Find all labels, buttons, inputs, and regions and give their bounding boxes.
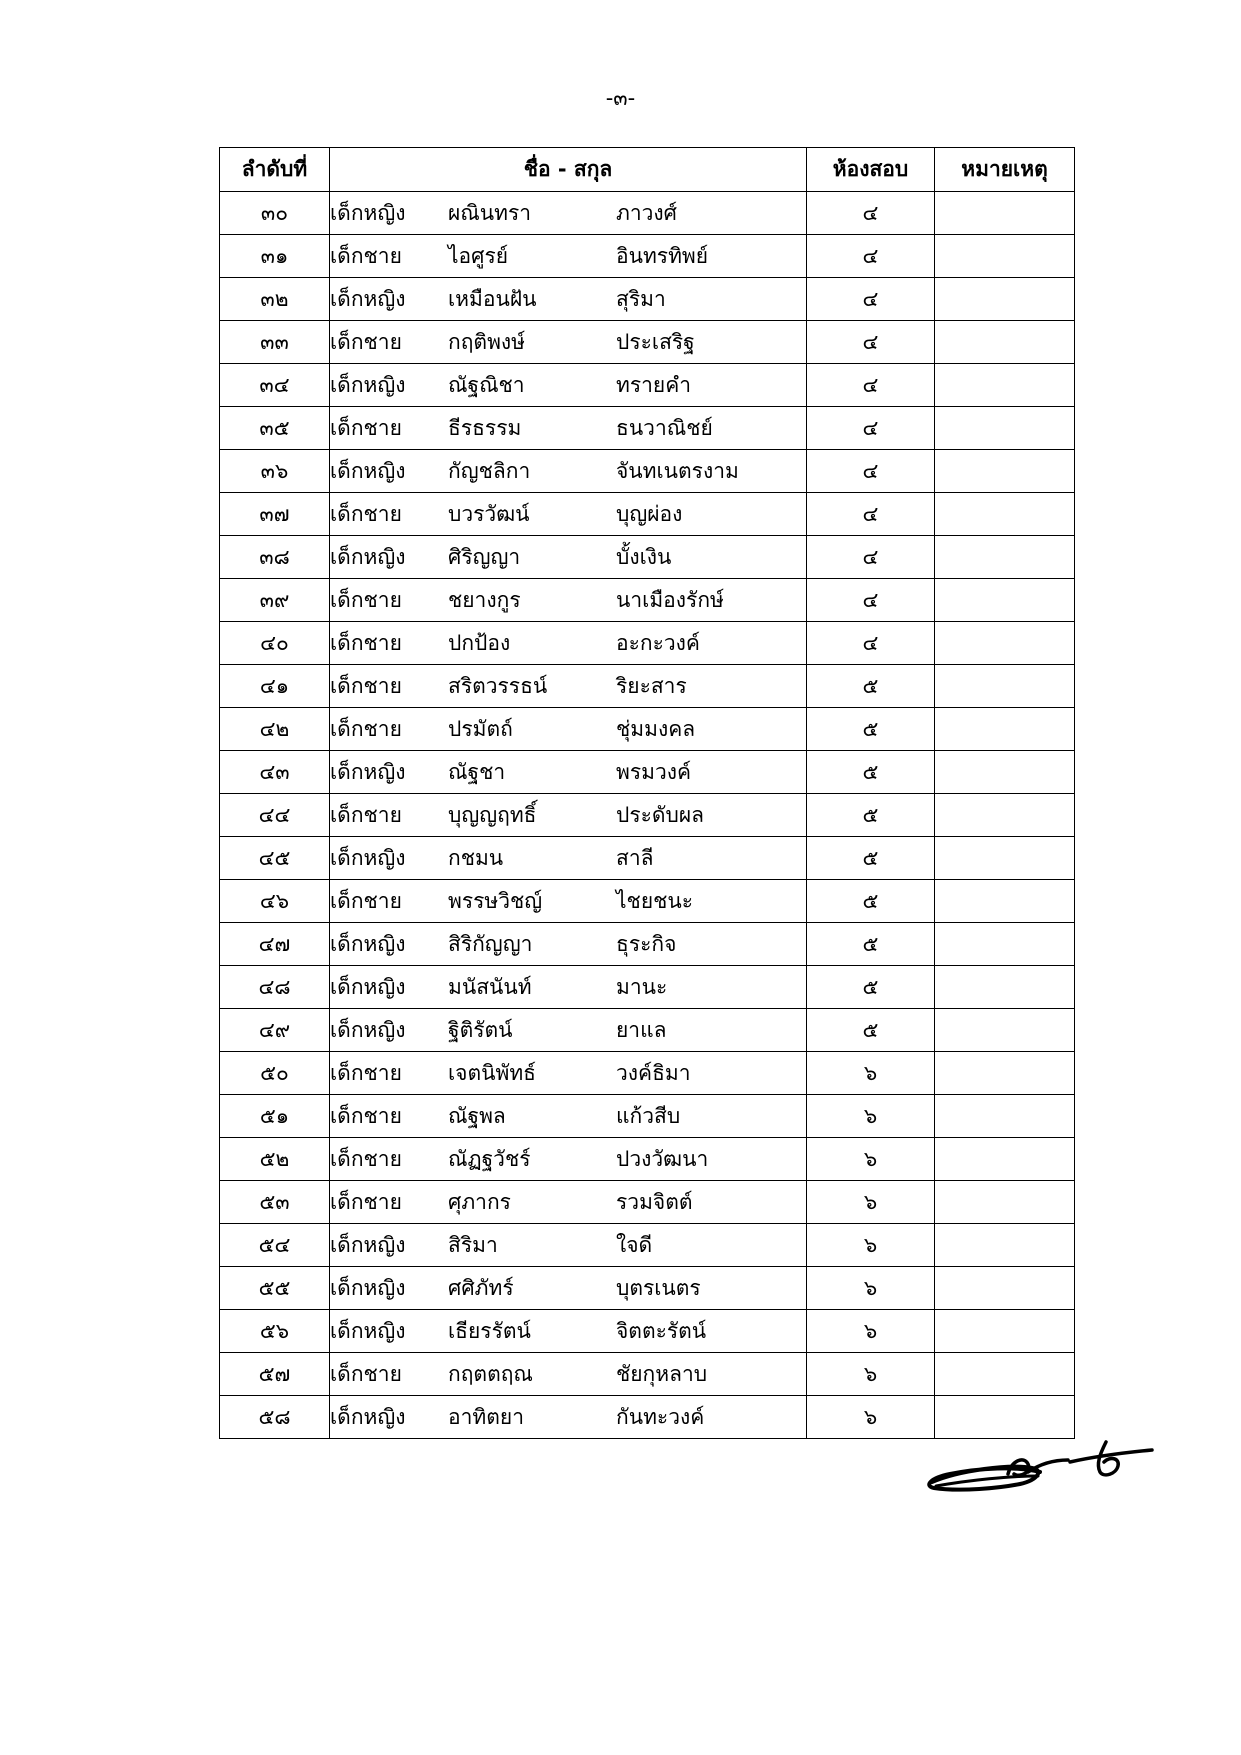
note-cell	[935, 1181, 1075, 1224]
first-name: กชมน	[448, 845, 504, 870]
note-cell	[935, 966, 1075, 1009]
order-cell: ๓๕	[220, 407, 330, 450]
last-name: ริยะสาร	[616, 673, 687, 698]
name-cell	[330, 966, 807, 1009]
name-cell	[330, 1009, 807, 1052]
order-cell: ๓๓	[220, 321, 330, 364]
first-name: มนัสนันท์	[448, 974, 532, 999]
name-cell	[330, 751, 807, 794]
name-cell	[330, 450, 807, 493]
table-row	[220, 966, 1075, 1009]
name-title: เด็กชาย	[330, 243, 402, 268]
name-title: เด็กหญิง	[330, 200, 406, 225]
table-row	[220, 708, 1075, 751]
note-cell	[935, 622, 1075, 665]
table-row	[220, 1138, 1075, 1181]
name-cell	[330, 665, 807, 708]
note-cell	[935, 235, 1075, 278]
name-cell	[330, 493, 807, 536]
name-title: เด็กหญิง	[330, 372, 406, 397]
table-row	[220, 665, 1075, 708]
first-name: ณัฏฐวัชร์	[448, 1146, 531, 1171]
first-name: กฤติพงษ์	[448, 329, 526, 354]
last-name: ธุระกิจ	[616, 931, 677, 956]
name-title: เด็กชาย	[330, 630, 402, 655]
order-cell: ๕๕	[220, 1267, 330, 1310]
note-cell	[935, 192, 1075, 235]
last-name: ประดับผล	[616, 802, 705, 827]
table-row	[220, 1181, 1075, 1224]
room-cell: ๔	[807, 278, 935, 321]
table-row	[220, 751, 1075, 794]
name-cell	[330, 1181, 807, 1224]
note-cell	[935, 1052, 1075, 1095]
first-name: บุญญฤทธิ์	[448, 802, 537, 827]
name-title: เด็กชาย	[330, 501, 402, 526]
table-row	[220, 450, 1075, 493]
name-title: เด็กชาย	[330, 716, 402, 741]
note-cell	[935, 1353, 1075, 1396]
first-name: ศศิภัทร์	[448, 1275, 514, 1300]
name-cell	[330, 622, 807, 665]
name-cell	[330, 708, 807, 751]
name-cell	[330, 1310, 807, 1353]
name-title: เด็กหญิง	[330, 759, 406, 784]
name-cell	[330, 1138, 807, 1181]
first-name: ไอศูรย์	[448, 243, 509, 268]
order-cell: ๓๑	[220, 235, 330, 278]
table-row	[220, 794, 1075, 837]
order-cell: ๕๐	[220, 1052, 330, 1095]
note-cell	[935, 1009, 1075, 1052]
table-row	[220, 192, 1075, 235]
table-row	[220, 1353, 1075, 1396]
room-cell: ๔	[807, 407, 935, 450]
order-cell: ๓๔	[220, 364, 330, 407]
order-cell: ๔๔	[220, 794, 330, 837]
name-cell	[330, 407, 807, 450]
order-cell: ๔๓	[220, 751, 330, 794]
order-cell: ๓๘	[220, 536, 330, 579]
room-cell: ๔	[807, 321, 935, 364]
last-name: จันทเนตรงาม	[616, 458, 739, 483]
table-row	[220, 235, 1075, 278]
table-header-row	[220, 148, 1075, 192]
note-cell	[935, 1267, 1075, 1310]
room-cell: ๕	[807, 837, 935, 880]
room-cell: ๖	[807, 1224, 935, 1267]
name-cell	[330, 1267, 807, 1310]
table-row	[220, 407, 1075, 450]
room-cell: ๖	[807, 1267, 935, 1310]
name-title: เด็กชาย	[330, 1361, 402, 1386]
room-cell: ๖	[807, 1181, 935, 1224]
name-title: เด็กชาย	[330, 1103, 402, 1128]
last-name: จิตตะรัตน์	[616, 1318, 707, 1343]
order-cell: ๓๒	[220, 278, 330, 321]
note-cell	[935, 450, 1075, 493]
room-cell: ๕	[807, 923, 935, 966]
note-cell	[935, 579, 1075, 622]
last-name: บุญผ่อง	[616, 501, 683, 526]
last-name: กันทะวงค์	[616, 1404, 705, 1429]
room-cell: ๕	[807, 966, 935, 1009]
order-cell: ๔๗	[220, 923, 330, 966]
name-title: เด็กชาย	[330, 673, 402, 698]
last-name: ทรายคำ	[616, 372, 692, 397]
header-order: ลำดับที่	[220, 148, 330, 192]
room-cell: ๔	[807, 192, 935, 235]
page-number: -๓-	[605, 86, 636, 110]
last-name: มานะ	[616, 974, 668, 999]
header-name: ชื่อ - สกุล	[330, 148, 807, 192]
first-name: ฐิติรัตน์	[448, 1017, 513, 1042]
name-title: เด็กชาย	[330, 587, 402, 612]
name-cell	[330, 923, 807, 966]
note-cell	[935, 493, 1075, 536]
note-cell	[935, 880, 1075, 923]
room-cell: ๔	[807, 579, 935, 622]
table-row	[220, 1267, 1075, 1310]
last-name: อินทรทิพย์	[616, 243, 709, 268]
name-cell	[330, 837, 807, 880]
note-cell	[935, 794, 1075, 837]
order-cell: ๓๖	[220, 450, 330, 493]
last-name: ยาแล	[616, 1017, 667, 1042]
order-cell: ๕๓	[220, 1181, 330, 1224]
first-name: สิริมา	[448, 1232, 498, 1257]
table-row	[220, 278, 1075, 321]
order-cell: ๔๕	[220, 837, 330, 880]
name-title: เด็กหญิง	[330, 544, 406, 569]
name-title: เด็กชาย	[330, 802, 402, 827]
order-cell: ๕๘	[220, 1396, 330, 1439]
room-cell: ๕	[807, 880, 935, 923]
note-cell	[935, 321, 1075, 364]
name-title: เด็กชาย	[330, 329, 402, 354]
table-row	[220, 321, 1075, 364]
name-title: เด็กชาย	[330, 1146, 402, 1171]
note-cell	[935, 751, 1075, 794]
last-name: ใจดี	[616, 1232, 653, 1257]
first-name: ผณินทรา	[448, 200, 532, 225]
last-name: ชุ่มมงคล	[616, 716, 696, 741]
room-cell: ๕	[807, 665, 935, 708]
table-row	[220, 837, 1075, 880]
room-cell: ๖	[807, 1138, 935, 1181]
room-cell: ๕	[807, 794, 935, 837]
name-title: เด็กชาย	[330, 888, 402, 913]
exam-roster-table	[219, 147, 1075, 1439]
first-name: เหมือนฝัน	[448, 286, 537, 311]
order-cell: ๔๖	[220, 880, 330, 923]
first-name: ปกป้อง	[448, 630, 511, 655]
name-title: เด็กชาย	[330, 1060, 402, 1085]
last-name: วงค์ธิมา	[616, 1060, 691, 1085]
note-cell	[935, 708, 1075, 751]
room-cell: ๔	[807, 622, 935, 665]
last-name: บั้งเงิน	[616, 544, 672, 569]
last-name: บุตรเนตร	[616, 1275, 701, 1300]
room-cell: ๔	[807, 536, 935, 579]
name-cell	[330, 579, 807, 622]
table-row	[220, 1052, 1075, 1095]
first-name: พรรษวิชญ์	[448, 888, 543, 913]
last-name: ภาวงศ์	[616, 200, 678, 225]
order-cell: ๕๖	[220, 1310, 330, 1353]
header-room: ห้องสอบ	[807, 148, 935, 192]
first-name: เธียรรัตน์	[448, 1318, 531, 1343]
first-name: ณัฐพล	[448, 1103, 506, 1128]
first-name: กัญชลิกา	[448, 458, 531, 483]
note-cell	[935, 1224, 1075, 1267]
table-row	[220, 364, 1075, 407]
note-cell	[935, 1310, 1075, 1353]
name-title: เด็กหญิง	[330, 845, 406, 870]
first-name: สิริกัญญา	[448, 931, 533, 956]
last-name: พรมวงค์	[616, 759, 692, 784]
room-cell: ๕	[807, 708, 935, 751]
table-row	[220, 579, 1075, 622]
last-name: สาลี	[616, 845, 654, 870]
room-cell: ๔	[807, 235, 935, 278]
name-cell	[330, 1396, 807, 1439]
room-cell: ๔	[807, 450, 935, 493]
name-title: เด็กหญิง	[330, 1017, 406, 1042]
order-cell: ๕๗	[220, 1353, 330, 1396]
name-title: เด็กหญิง	[330, 1404, 406, 1429]
name-title: เด็กหญิง	[330, 1318, 406, 1343]
table-row	[220, 1224, 1075, 1267]
name-cell	[330, 1224, 807, 1267]
name-title: เด็กหญิง	[330, 974, 406, 999]
name-title: เด็กหญิง	[330, 1232, 406, 1257]
room-cell: ๖	[807, 1396, 935, 1439]
last-name: รวมจิตต์	[616, 1189, 693, 1214]
last-name: ปวงวัฒนา	[616, 1146, 709, 1171]
last-name: สุริมา	[616, 286, 666, 311]
name-cell	[330, 278, 807, 321]
first-name: ปรมัตถ์	[448, 716, 513, 741]
name-cell	[330, 321, 807, 364]
table-row	[220, 880, 1075, 923]
last-name: ชัยกุหลาบ	[616, 1361, 708, 1386]
name-title: เด็กหญิง	[330, 1275, 406, 1300]
room-cell: ๕	[807, 751, 935, 794]
name-title: เด็กชาย	[330, 1189, 402, 1214]
name-cell	[330, 364, 807, 407]
table-body	[220, 192, 1075, 1439]
name-title: เด็กชาย	[330, 415, 402, 440]
table-row	[220, 1310, 1075, 1353]
note-cell	[935, 364, 1075, 407]
note-cell	[935, 278, 1075, 321]
order-cell: ๕๒	[220, 1138, 330, 1181]
room-cell: ๕	[807, 1009, 935, 1052]
order-cell: ๓๗	[220, 493, 330, 536]
last-name: แก้วสีบ	[616, 1103, 681, 1128]
table-row	[220, 536, 1075, 579]
first-name: ชยางกูร	[448, 587, 521, 612]
last-name: ธนวาณิชย์	[616, 415, 713, 440]
first-name: สริตวรรธน์	[448, 673, 548, 698]
room-cell: ๔	[807, 364, 935, 407]
order-cell: ๔๑	[220, 665, 330, 708]
room-cell: ๔	[807, 493, 935, 536]
name-title: เด็กหญิง	[330, 931, 406, 956]
last-name: นาเมืองรักษ์	[616, 587, 724, 612]
last-name: ไชยชนะ	[616, 888, 694, 913]
first-name: ศุภากร	[448, 1189, 511, 1214]
room-cell: ๖	[807, 1310, 935, 1353]
name-title: เด็กหญิง	[330, 286, 406, 311]
name-cell	[330, 880, 807, 923]
last-name: ประเสริฐ	[616, 329, 695, 354]
table-row	[220, 923, 1075, 966]
name-cell	[330, 1095, 807, 1138]
name-cell	[330, 235, 807, 278]
room-cell: ๖	[807, 1052, 935, 1095]
name-cell	[330, 1052, 807, 1095]
note-cell	[935, 1095, 1075, 1138]
table-row	[220, 1009, 1075, 1052]
table-row	[220, 1095, 1075, 1138]
first-name: อาทิตยา	[448, 1404, 524, 1429]
table-row	[220, 493, 1075, 536]
order-cell: ๔๒	[220, 708, 330, 751]
name-cell	[330, 794, 807, 837]
note-cell	[935, 665, 1075, 708]
note-cell	[935, 1138, 1075, 1181]
name-title: เด็กหญิง	[330, 458, 406, 483]
order-cell: ๓๐	[220, 192, 330, 235]
name-cell	[330, 536, 807, 579]
note-cell	[935, 536, 1075, 579]
order-cell: ๔๙	[220, 1009, 330, 1052]
note-cell	[935, 837, 1075, 880]
first-name: บวรวัฒน์	[448, 501, 530, 526]
header-note: หมายเหตุ	[935, 148, 1075, 192]
name-cell	[330, 192, 807, 235]
note-cell	[935, 923, 1075, 966]
room-cell: ๖	[807, 1095, 935, 1138]
first-name: ธีรธรรม	[448, 415, 522, 440]
order-cell: ๔๘	[220, 966, 330, 1009]
signature-icon	[920, 1430, 1160, 1500]
room-cell: ๖	[807, 1353, 935, 1396]
order-cell: ๓๙	[220, 579, 330, 622]
first-name: ศิริญญา	[448, 544, 521, 569]
order-cell: ๕๑	[220, 1095, 330, 1138]
first-name: เจตนิพัทธ์	[448, 1060, 536, 1085]
order-cell: ๔๐	[220, 622, 330, 665]
last-name: อะกะวงค์	[616, 630, 700, 655]
first-name: ณัฐชา	[448, 759, 506, 784]
first-name: ณัฐณิชา	[448, 372, 525, 397]
note-cell	[935, 407, 1075, 450]
table-row	[220, 622, 1075, 665]
first-name: กฤตตฤณ	[448, 1361, 533, 1386]
order-cell: ๕๔	[220, 1224, 330, 1267]
name-cell	[330, 1353, 807, 1396]
